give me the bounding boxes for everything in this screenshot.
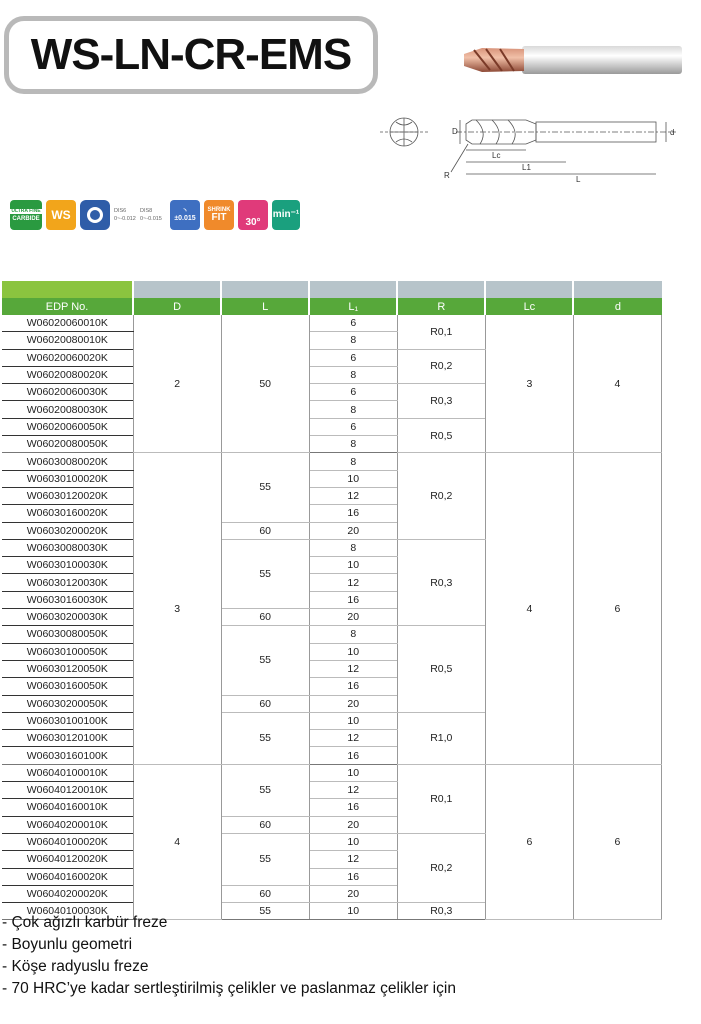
- title-frame: [4, 16, 378, 94]
- l1-cell: 12: [309, 660, 397, 677]
- radius-cell: R0,1: [397, 315, 485, 349]
- note-line: - Köşe radyuslu freze: [2, 958, 149, 975]
- l1-cell: 16: [309, 678, 397, 695]
- l1-cell: 10: [309, 470, 397, 487]
- length-cell: 60: [221, 522, 309, 539]
- edp-cell: W06030080050K: [2, 626, 133, 643]
- radius-cell: R0,5: [397, 418, 485, 453]
- length-cell: 60: [221, 816, 309, 833]
- diameter-cell: 3: [133, 453, 221, 764]
- l1-cell: 12: [309, 574, 397, 591]
- diameter-cell: 4: [133, 764, 221, 920]
- radius-cell: R0,2: [397, 349, 485, 384]
- l1-cell: 8: [309, 453, 397, 470]
- radius-cell: R0,3: [397, 384, 485, 419]
- edp-cell: W06030100100K: [2, 712, 133, 729]
- column-header: EDP No.: [2, 298, 133, 315]
- length-cell: 60: [221, 609, 309, 626]
- label-Lc: Lc: [492, 151, 501, 160]
- radius-cell: R1,0: [397, 712, 485, 764]
- page-title: WS-LN-CR-EMS: [30, 30, 352, 79]
- helix-angle-icon: 30°: [238, 200, 268, 230]
- length-cell: 60: [221, 885, 309, 902]
- ws-icon: WS: [46, 200, 76, 230]
- edp-cell: W06030120030K: [2, 574, 133, 591]
- label-L: L: [576, 175, 581, 184]
- edp-cell: W06020080030K: [2, 401, 133, 418]
- l1-cell: 8: [309, 539, 397, 556]
- l1-cell: 12: [309, 730, 397, 747]
- radius-cell: R0,3: [397, 539, 485, 625]
- l1-cell: 8: [309, 332, 397, 349]
- tolerance-circle-icon: [80, 200, 110, 230]
- edp-cell: W06020060030K: [2, 384, 133, 401]
- header-row: [2, 298, 662, 315]
- label-L1: L1: [522, 163, 531, 172]
- technical-drawing: [376, 102, 688, 186]
- table-row: [2, 315, 662, 332]
- column-header: L: [221, 298, 309, 315]
- note-line: - 70 HRC’ye kadar sertleştirilmiş çelikler ve paslanmaz çelikler için: [2, 980, 456, 997]
- edp-cell: W06030100020K: [2, 470, 133, 487]
- l1-cell: 6: [309, 315, 397, 332]
- l1-cell: 20: [309, 816, 397, 833]
- length-cell: 55: [221, 712, 309, 764]
- ultra-fine-carbide-icon: ULTRA FINE CARBIDE: [10, 200, 42, 230]
- edp-cell: W06030120050K: [2, 660, 133, 677]
- edp-cell: W06020060050K: [2, 418, 133, 435]
- edp-cell: W06030100050K: [2, 643, 133, 660]
- edp-cell: W06030120100K: [2, 730, 133, 747]
- label-R: R: [444, 171, 450, 180]
- feature-icons: [10, 198, 300, 232]
- edp-cell: W06040120010K: [2, 782, 133, 799]
- label-D: D: [452, 127, 458, 136]
- edp-cell: W06030200050K: [2, 695, 133, 712]
- rpm-icon: min⁻¹: [272, 200, 300, 230]
- column-header: D: [133, 298, 221, 315]
- l1-cell: 16: [309, 747, 397, 764]
- l1-cell: 16: [309, 505, 397, 522]
- spec-table: [2, 281, 662, 920]
- table-row: [2, 453, 662, 470]
- cut-length-cell: 6: [485, 764, 573, 920]
- note-line: - Boyunlu geometri: [2, 936, 133, 953]
- l1-cell: 10: [309, 712, 397, 729]
- edp-cell: W06030120020K: [2, 487, 133, 504]
- l1-cell: 8: [309, 436, 397, 453]
- length-cell: 55: [221, 764, 309, 816]
- edp-cell: W06040100010K: [2, 764, 133, 781]
- l1-cell: 8: [309, 366, 397, 383]
- radius-cell: R0,3: [397, 903, 485, 920]
- tool-photo: [462, 40, 684, 80]
- edp-cell: W06020080050K: [2, 436, 133, 453]
- l1-cell: 20: [309, 609, 397, 626]
- length-cell: 55: [221, 626, 309, 695]
- edp-cell: W06040200010K: [2, 816, 133, 833]
- edp-cell: W06040200020K: [2, 885, 133, 902]
- edp-cell: W06030080030K: [2, 539, 133, 556]
- diameter-cell: 2: [133, 315, 221, 453]
- edp-cell: W06040160010K: [2, 799, 133, 816]
- radius-cell: R0,1: [397, 764, 485, 833]
- header-band: [2, 281, 662, 298]
- cut-length-cell: 4: [485, 453, 573, 764]
- shank-diameter-cell: 6: [573, 764, 661, 920]
- edp-cell: W06030160030K: [2, 591, 133, 608]
- length-cell: 55: [221, 833, 309, 885]
- l1-cell: 8: [309, 401, 397, 418]
- length-cell: 55: [221, 903, 309, 920]
- length-cell: 55: [221, 453, 309, 522]
- edp-cell: W06040100020K: [2, 833, 133, 850]
- radius-cell: R0,2: [397, 453, 485, 539]
- edp-cell: W06040100030K: [2, 903, 133, 920]
- column-header: R: [397, 298, 485, 315]
- l1-cell: 10: [309, 643, 397, 660]
- l1-cell: 12: [309, 487, 397, 504]
- cut-length-cell: 3: [485, 315, 573, 453]
- l1-cell: 8: [309, 626, 397, 643]
- column-header: Lc: [485, 298, 573, 315]
- l1-cell: 12: [309, 851, 397, 868]
- edp-cell: W06030160020K: [2, 505, 133, 522]
- l1-cell: 10: [309, 764, 397, 781]
- l1-cell: 6: [309, 349, 397, 366]
- note-line: - Çok ağızlı karbür freze: [2, 914, 168, 931]
- feature-notes: [2, 912, 456, 1000]
- edp-cell: W06040160020K: [2, 868, 133, 885]
- l1-cell: 10: [309, 557, 397, 574]
- l1-cell: 20: [309, 885, 397, 902]
- edp-cell: W06040120020K: [2, 851, 133, 868]
- shank-tolerance-text: DIS6 0~-0.012 DIS8 0~-0.015: [114, 207, 162, 222]
- edp-cell: W06030100030K: [2, 557, 133, 574]
- edp-cell: W06020060020K: [2, 349, 133, 366]
- radius-tolerance-icon: ◝ ±0.015: [170, 200, 200, 230]
- label-d: d: [670, 128, 675, 137]
- l1-cell: 20: [309, 695, 397, 712]
- edp-cell: W06030200030K: [2, 609, 133, 626]
- edp-cell: W06030160100K: [2, 747, 133, 764]
- shank-diameter-cell: 4: [573, 315, 661, 453]
- l1-cell: 6: [309, 418, 397, 435]
- l1-cell: 16: [309, 591, 397, 608]
- l1-cell: 16: [309, 868, 397, 885]
- shank-diameter-cell: 6: [573, 453, 661, 764]
- length-cell: 60: [221, 695, 309, 712]
- edp-cell: W06030080020K: [2, 453, 133, 470]
- l1-cell: 20: [309, 522, 397, 539]
- edp-cell: W06030200020K: [2, 522, 133, 539]
- edp-cell: W06020060010K: [2, 315, 133, 332]
- shrink-fit-icon: SHRINK FIT: [204, 200, 234, 230]
- l1-cell: 6: [309, 384, 397, 401]
- l1-cell: 12: [309, 782, 397, 799]
- l1-cell: 16: [309, 799, 397, 816]
- length-cell: 50: [221, 315, 309, 453]
- l1-cell: 10: [309, 903, 397, 920]
- table-row: [2, 764, 662, 781]
- length-cell: 55: [221, 539, 309, 608]
- edp-cell: W06020080020K: [2, 366, 133, 383]
- column-header: d: [573, 298, 661, 315]
- radius-cell: R0,5: [397, 626, 485, 712]
- edp-cell: W06030160050K: [2, 678, 133, 695]
- column-header: L₁: [309, 298, 397, 315]
- l1-cell: 10: [309, 833, 397, 850]
- radius-cell: R0,2: [397, 833, 485, 902]
- edp-cell: W06020080010K: [2, 332, 133, 349]
